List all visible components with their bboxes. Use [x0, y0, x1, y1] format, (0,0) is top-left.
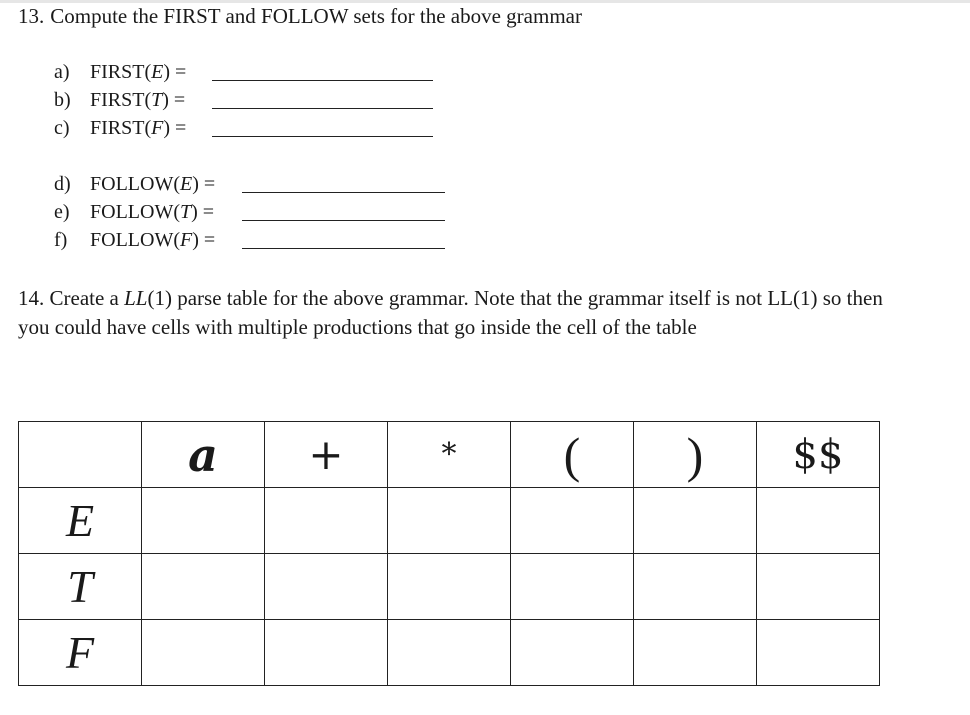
table-cell[interactable] — [634, 620, 757, 686]
equals: ) = — [163, 117, 187, 139]
table-cell[interactable] — [265, 620, 388, 686]
follow-t-answer-blank[interactable] — [242, 220, 445, 221]
item-label: a) — [54, 61, 70, 83]
header-cell-star — [388, 422, 511, 488]
terminal-rparen: ) — [686, 426, 704, 483]
first-e-row — [54, 60, 186, 84]
row-header-e — [19, 488, 142, 554]
follow-f-row — [54, 228, 215, 252]
item-label: f) — [54, 229, 68, 251]
func-name: FOLLOW( — [90, 201, 180, 223]
table-header-row — [19, 422, 880, 488]
follow-e-row — [54, 172, 215, 196]
header-cell-rparen — [634, 422, 757, 488]
first-t-row — [54, 88, 185, 112]
func-name: FIRST( — [90, 89, 152, 111]
nonterminal: T — [179, 201, 192, 223]
table-cell[interactable] — [757, 488, 880, 554]
question-14 — [18, 284, 918, 341]
nonterminal: F — [151, 117, 164, 139]
table-cell[interactable] — [511, 554, 634, 620]
question-14-ll: LL — [124, 286, 148, 310]
nonterminal: F — [179, 229, 193, 251]
nonterminal: E — [151, 61, 164, 83]
question-13-title — [18, 4, 582, 29]
equals: ) = — [162, 89, 186, 111]
table-cell[interactable] — [511, 620, 634, 686]
table-cell[interactable] — [142, 620, 265, 686]
terminal-a: a — [188, 427, 218, 482]
func-name: FIRST( — [90, 117, 152, 139]
first-f-answer-blank[interactable] — [212, 136, 433, 137]
func-name: FOLLOW( — [90, 173, 180, 195]
header-cell-a — [142, 422, 265, 488]
header-cell-lparen — [511, 422, 634, 488]
header-cell-plus — [265, 422, 388, 488]
first-e-answer-blank[interactable] — [212, 80, 433, 81]
func-name: FOLLOW( — [90, 229, 180, 251]
first-f-row — [54, 116, 186, 140]
equals: ) = — [191, 201, 215, 223]
table-row-f — [19, 620, 880, 686]
item-label: c) — [54, 117, 70, 139]
nonterminal: T — [151, 89, 163, 111]
question-13-text: Compute the FIRST and FOLLOW sets for the above grammar — [50, 4, 582, 28]
nonterminal-f: F — [65, 626, 95, 678]
item-label: e) — [54, 201, 70, 223]
row-header-f — [19, 620, 142, 686]
first-t-answer-blank[interactable] — [212, 108, 433, 109]
row-header-t — [19, 554, 142, 620]
equals: ) = — [192, 173, 216, 195]
table-cell[interactable] — [757, 554, 880, 620]
terminal-plus: + — [308, 429, 344, 479]
top-rule — [0, 0, 970, 3]
table-cell[interactable] — [142, 488, 265, 554]
terminal-star: * — [441, 436, 457, 472]
terminal-lparen: ( — [563, 426, 581, 483]
table-cell[interactable] — [388, 620, 511, 686]
header-cell-dollar — [757, 422, 880, 488]
question-14-number: 14. — [18, 286, 45, 310]
table-cell[interactable] — [265, 488, 388, 554]
follow-f-answer-blank[interactable] — [242, 248, 445, 249]
question-14-text-pre: Create a — [49, 286, 125, 310]
table-cell[interactable] — [511, 488, 634, 554]
table-cell[interactable] — [142, 554, 265, 620]
nonterminal: E — [179, 173, 193, 195]
nonterminal-e: E — [65, 494, 95, 546]
equals: ) = — [163, 61, 187, 83]
func-name: FIRST( — [90, 61, 152, 83]
item-label: b) — [54, 89, 71, 111]
table-cell[interactable] — [757, 620, 880, 686]
follow-e-answer-blank[interactable] — [242, 192, 445, 193]
terminal-end: $$ — [792, 431, 844, 478]
table-row-e — [19, 488, 880, 554]
nonterminal-t: T — [67, 560, 93, 612]
question-14-text-post: (1) parse table for the above grammar. Note that the grammar itself is not LL(1) so then you could have cells with multiple productions that go inside the cell of the table — [18, 286, 883, 339]
parse-table — [18, 421, 880, 686]
table-cell[interactable] — [265, 554, 388, 620]
equals: ) = — [192, 229, 216, 251]
table-cell[interactable] — [388, 554, 511, 620]
item-label: d) — [54, 173, 71, 195]
corner-cell — [19, 422, 142, 488]
table-cell[interactable] — [634, 554, 757, 620]
question-13-number: 13. — [18, 4, 45, 28]
follow-t-row — [54, 200, 214, 224]
table-row-t — [19, 554, 880, 620]
table-cell[interactable] — [388, 488, 511, 554]
table-cell[interactable] — [634, 488, 757, 554]
